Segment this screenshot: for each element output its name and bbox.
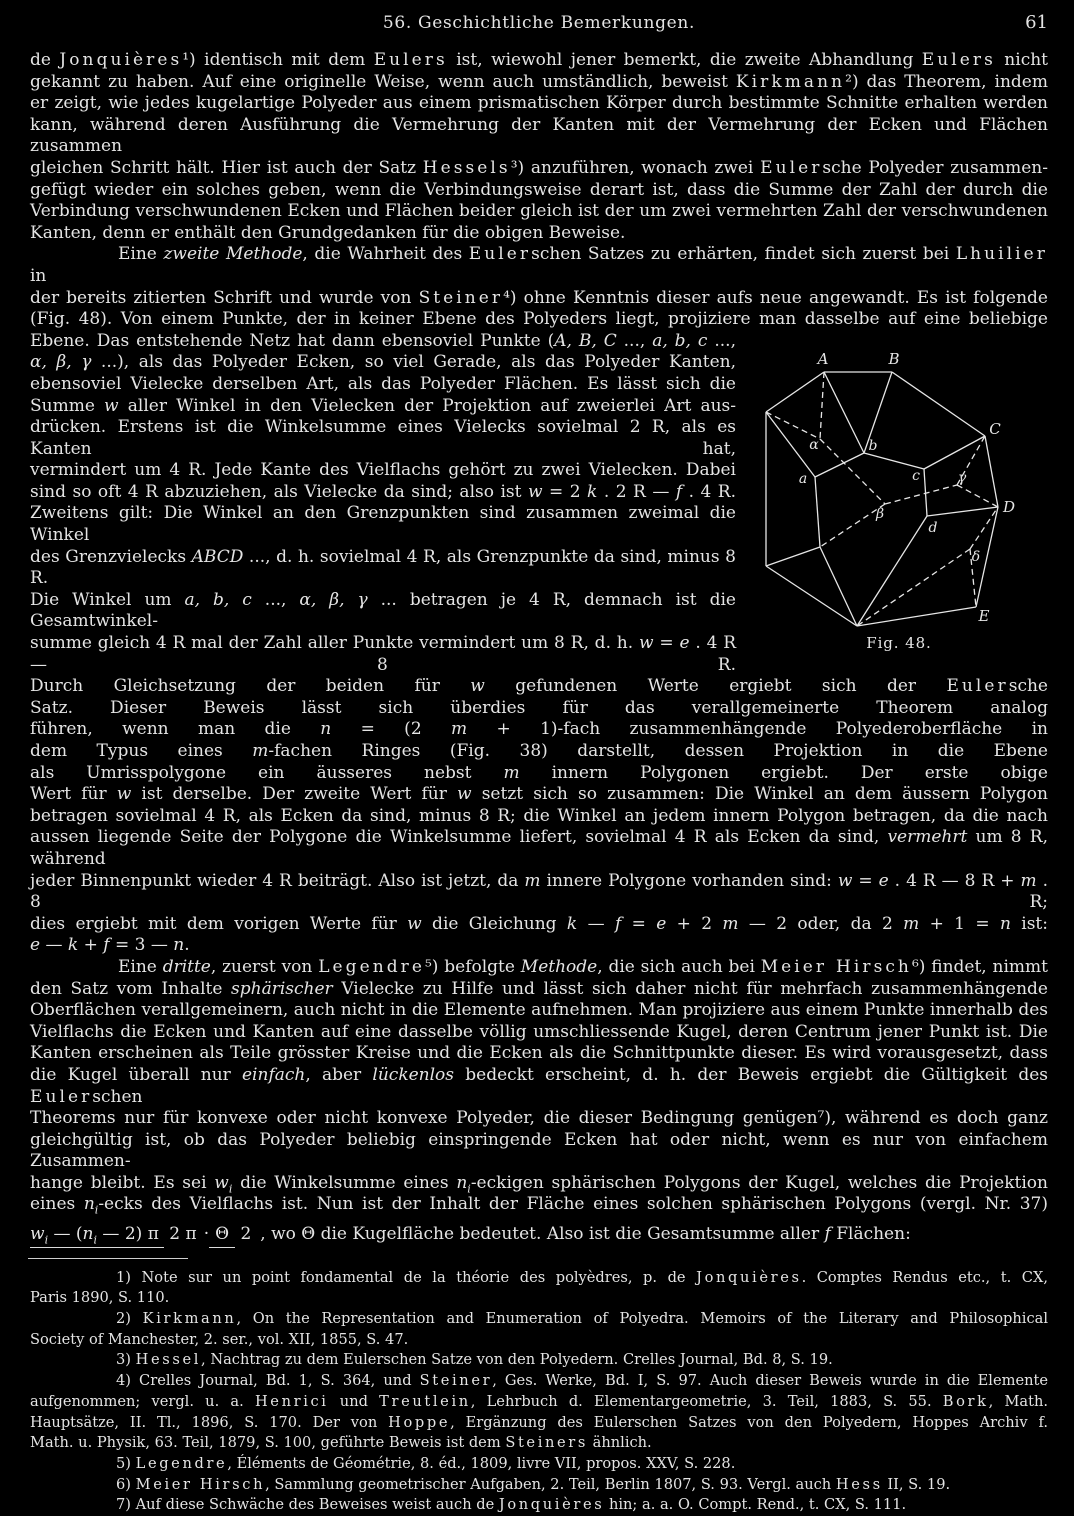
visible-edge (815, 453, 864, 477)
text-line: e — k + f = 3 — n. (30, 935, 190, 956)
body-text (30, 50, 1048, 1246)
visible-edge (892, 372, 985, 436)
page-title: 56. Geschichtliche Bemerkungen. (382, 13, 696, 33)
formula-tail-text: , wo Θ die Kugelfläche bedeutet. Also ist die Gesamtsumme aller f Flächen: (260, 1224, 911, 1245)
visible-edge (857, 516, 927, 626)
paragraph-3 (30, 957, 1048, 1216)
vertex-label: δ (971, 548, 981, 565)
text-line: er zeigt, wie jedes kugelartige Polyeder aus einem prismatischen Körper durch bestimmte Schnitte erhalten werden (30, 93, 1048, 114)
vertex-label: D (1002, 497, 1016, 516)
text-line: α, β, γ ...), als das Polyeder Ecken, so viel Gerade, als das Polyeder Kanten, (30, 352, 736, 373)
page-number: 61 (1025, 12, 1048, 33)
text-line: jeder Binnenpunkt wieder 4 R beiträgt. Also ist jetzt, da m innere Polygone vorhanden sind: w = e . 4 R — 8 R + m . 8 R; (30, 870, 1049, 913)
paragraph-2-tail (30, 784, 1048, 957)
text-line: Durch Gleichsetzung der beiden für w gefundenen Werte ergiebt sich der Eulersche (30, 676, 1048, 697)
text-line: Oberflächen verallgemeinern, auch nicht in die Elemente aufnehmen. Man projiziere aus einem Punkte innerhalb des (30, 1000, 1048, 1021)
visible-edge (815, 477, 820, 547)
figure-48 (750, 337, 1048, 675)
formula (30, 1224, 1048, 1246)
text-line: 2) Kirkmann, On the Representation and Enumeration of Polyedra. Memoirs of the Literary and Philosophical (116, 1310, 1048, 1328)
polyhedron-projection-drawing (752, 347, 1046, 631)
footnotes (30, 1268, 1048, 1516)
text-line: Hauptsätze, II. Tl., 1896, S. 170. Der von Hoppe, Ergänzung des Eulerschen Satzes von den Polyedern, Hoppes Archiv f. (30, 1413, 1048, 1431)
hidden-edge (820, 372, 824, 439)
text-line: sind so oft 4 R abzuziehen, als Vielecke da sind; also ist w = 2 k . 2 R — f . 4 R. (30, 481, 736, 502)
fraction-main (30, 1225, 197, 1245)
text-line: 4) Crelles Journal, Bd. 1, S. 364, und Steiner, Ges. Werke, Bd. I, S. 97. Auch dieser Beweis wurde in die Elemente (116, 1372, 1048, 1390)
text-line: 6) Meier Hirsch, Sammlung geometrischer Aufgaben, 2. Teil, Berlin 1807, S. 93. Vergl. auch Hess II, S. 19. (116, 1475, 951, 1493)
hidden-edge (857, 549, 970, 626)
vertex-label: c (912, 467, 920, 484)
text-line: gleichgültig ist, ob das Polyeder beliebig einspringende Ecken hat oder nicht, wenn es nur von einfachem Zusammen- (30, 1129, 1048, 1172)
page-header (30, 12, 1048, 33)
text-line: 5) Legendre, Éléments de Géométrie, 8. éd., 1809, livre VII, propos. XXV, S. 228. (116, 1454, 736, 1472)
vertex-label: B (888, 349, 900, 368)
text-line: des Grenzvielecks ABCD ..., d. h. sovielmal 4 R, als Grenzpunkte da sind, minus 8 R. (30, 546, 736, 589)
fraction-numerator: $w_i$ — ($n_i$ — 2) π (30, 1224, 164, 1248)
text-line: Vielflachs die Ecken und Kanten auf eine dasselbe völlig umschliessende Kugel, deren Centrum jener Punkt ist. Die (30, 1021, 1048, 1042)
vertex-label: C (989, 419, 1001, 438)
hidden-edge (885, 485, 957, 504)
text-line: Society of Manchester, 2. ser., vol. XII, 1855, S. 47. (30, 1330, 409, 1348)
text-line: 7) Auf diese Schwäche des Beweises weist auch de Jonquières hin; a. a. O. Compt. Rend., t. CX, S. 111. (116, 1496, 907, 1514)
text-line: hange bleibt. Es sei $w_i$ die Winkelsumme eines $n_i$-eckigen sphärischen Polygons der Kugel, welches die Projektion (30, 1172, 1048, 1196)
text-line: Zweitens gilt: Die Winkel an den Grenzpunkten sind zusammen zweimal die Winkel (30, 503, 736, 546)
text-line: Ebene. Das entstehende Netz hat dann ebensoviel Punkte (A, B, C ..., a, b, c ..., (30, 330, 736, 351)
text-line: aussen liegende Seite der Polygone die Winkelsumme liefert, sovielmal 4 R als Ecken da sind, vermehrt um 8 R, während (30, 827, 1048, 869)
text-line: summe gleich 4 R mal der Zahl aller Punkte vermindert um 8 R, d. h. w = e . 4 R — 8 R. (30, 633, 737, 675)
text-line: betragen sovielmal 4 R, als Ecken da sind, minus 8 R; die Winkel an jedem innern Polygon betragen, da die nach (30, 805, 1048, 826)
text-line: vermindert um 4 R. Jede Kante des Vielflachs gehört zu zwei Vielecken. Dabei (30, 460, 736, 481)
text-line: den Satz vom Inhalte sphärischer Vielecke zu Hilfe und lässt sich daher nicht für mehrfach zusammenhängende (30, 978, 1048, 999)
text-line: die Kugel überall nur einfach, aber lückenlos bedeckt erscheint, d. h. der Beweis ergiebt die Gültigkeit des Eulerschen (30, 1064, 1049, 1107)
vertex-label: d (928, 519, 938, 536)
text-line: 3) Hessel, Nachtrag zu dem Eulerschen Satze von den Polyedern. Crelles Journal, Bd. 8, S. 19. (116, 1351, 833, 1369)
text-line: aufgenommen; vergl. u. a. Henrici und Treutlein, Lehrbuch d. Elementargeometrie, 3. Teil, 1883, S. 55. Bork, Math. (30, 1392, 1049, 1410)
vertex-label: a (798, 470, 808, 487)
text-line: gleichen Schritt hält. Hier ist auch der Satz Hessels³) anzuführen, wonach zwei Eulersche Polyeder zusammen- (30, 157, 1048, 178)
fraction-theta (209, 1225, 251, 1245)
text-line: eines $n_i$-ecks des Vielflachs ist. Nun ist der Inhalt der Fläche eines solchen sphärischen Polygons (vergl. Nr. 37) (30, 1194, 1048, 1217)
visible-edge (766, 547, 820, 566)
vertex-label: γ (957, 469, 967, 486)
vertex-label: A (817, 349, 829, 368)
visible-edge (864, 453, 924, 469)
vertex-label: β (875, 505, 885, 522)
text-line: ebensoviel Vielecke derselben Art, als das Polyeder Flächen. Es lässt sich die (30, 373, 736, 394)
fraction-denominator: 2 π (169, 1224, 197, 1245)
text-line: gefügt wieder ein solches geben, wenn die Verbindungsweise derart ist, dass die Summe der Zahl der durch die (30, 179, 1048, 200)
visible-edge (927, 507, 998, 516)
visible-edge (924, 436, 985, 469)
text-line: Math. u. Physik, 63. Teil, 1879, S. 100, geführte Beweis ist dem Steiners ähnlich. (30, 1434, 652, 1452)
text-line: Satz. Dieser Beweis lässt sich überdies für das verallgemeinerte Theorem analog (30, 697, 1048, 718)
text-line: Paris 1890, S. 110. (30, 1289, 170, 1307)
paragraph-2-intro (30, 244, 1048, 330)
paragraph-1 (30, 50, 1048, 244)
hidden-edge (766, 412, 820, 439)
text-line: Die Winkel um a, b, c ..., α, β, γ ... betragen je 4 R, demnach ist die Gesamtwinkel- (30, 589, 736, 632)
text-line: der bereits zitierten Schrift und wurde von Steiner⁴) ohne Kenntnis dieser aufs neue angewandt. Es ist folgende (30, 287, 1048, 308)
text-line: (Fig. 48). Von einem Punkte, der in keiner Ebene des Polyeders liegt, projiziere man dasselbe auf eine beliebige (30, 309, 1048, 330)
hidden-edge (957, 485, 998, 507)
text-line: Wert für w ist derselbe. Der zweite Wert für w setzt sich so zusammen: Die Winkel an dem äussern Polygon (30, 784, 1048, 805)
figure-caption: Fig. 48. (866, 633, 932, 652)
vertex-label: α (809, 436, 819, 453)
footnote-separator (28, 1258, 188, 1259)
fraction-theta-numerator: Θ (209, 1224, 235, 1248)
text-line: dies ergiebt mit dem vorigen Werte für w die Gleichung k — f = e + 2 m — 2 oder, da 2 m + 1 = n ist: (30, 913, 1048, 934)
text-line: führen, wenn man die n = (2 m + 1)-fach zusammenhängende Polyederoberfläche in (30, 719, 1048, 740)
text-line: dem Typus eines m-fachen Ringes (Fig. 38) darstellt, dessen Projektion in die Ebene (30, 741, 1048, 761)
text-line: Theorems nur für konvexe oder nicht konvexe Polyeder, die dieser Bedingung genügen⁷), während es doch ganz (30, 1108, 1048, 1129)
multiplication-dot: · (203, 1224, 210, 1245)
text-line: Summe w aller Winkel in den Vielecken der Projektion auf zweierlei Art aus- (30, 395, 736, 416)
text-line: de Jonquières¹) identisch mit dem Eulers ist, wiewohl jener bemerkt, die zweite Abhandlung Eulers nicht (30, 50, 1048, 70)
visible-edge (766, 412, 815, 477)
fraction-theta-denominator: 2 (240, 1224, 252, 1245)
text-line: Kanten, denn er enthält den Grundgedanken für die obigen Beweise. (30, 222, 626, 243)
text-line: Verbindung verschwundenen Ecken und Flächen beider gleich ist der um zwei vermehrten Zahl der verschwundenen (30, 201, 1048, 222)
text-line: drücken. Erstens ist die Winkelsumme eines Vielecks sovielmal 2 R, als es Kanten hat, (30, 417, 736, 459)
text-line: als Umrisspolygone ein äusseres nebst m innern Polygonen ergiebt. Der erste obige (30, 762, 1048, 783)
vertex-label: E (978, 606, 990, 625)
text-line: kann, während deren Ausführung die Vermehrung der Kanten mit der Vermehrung der Ecken und Flächen zusammen (30, 114, 1048, 157)
visible-edge (824, 372, 864, 453)
text-line: Eine dritte, zuerst von Legendre⁵) befolgte Methode, die sich auch bei Meier Hirsch⁶) findet, nimmt (118, 956, 1048, 977)
visible-edge (857, 607, 976, 626)
text-line: Eine zweite Methode, die Wahrheit des Eulerschen Satzes zu erhärten, findet sich zuerst bei Lhuilier in (30, 244, 1048, 286)
text-line: Kanten erscheinen als Teile grösster Kreise und die Ecken als die Schnittpunkte dieser. Es wird vorausgesetzt, dass (30, 1043, 1048, 1064)
visible-edge (766, 372, 824, 412)
visible-edge (985, 436, 998, 507)
text-line: 1) Note sur un point fondamental de la théorie des polyèdres, p. de Jonquières. Comptes Rendus etc., t. CX, (116, 1268, 1048, 1286)
vertex-label: b (868, 437, 878, 454)
text-line: gekannt zu haben. Auf eine originelle Weise, wenn auch umständlich, beweist Kirkmann²) das Theorem, indem (30, 71, 1048, 92)
